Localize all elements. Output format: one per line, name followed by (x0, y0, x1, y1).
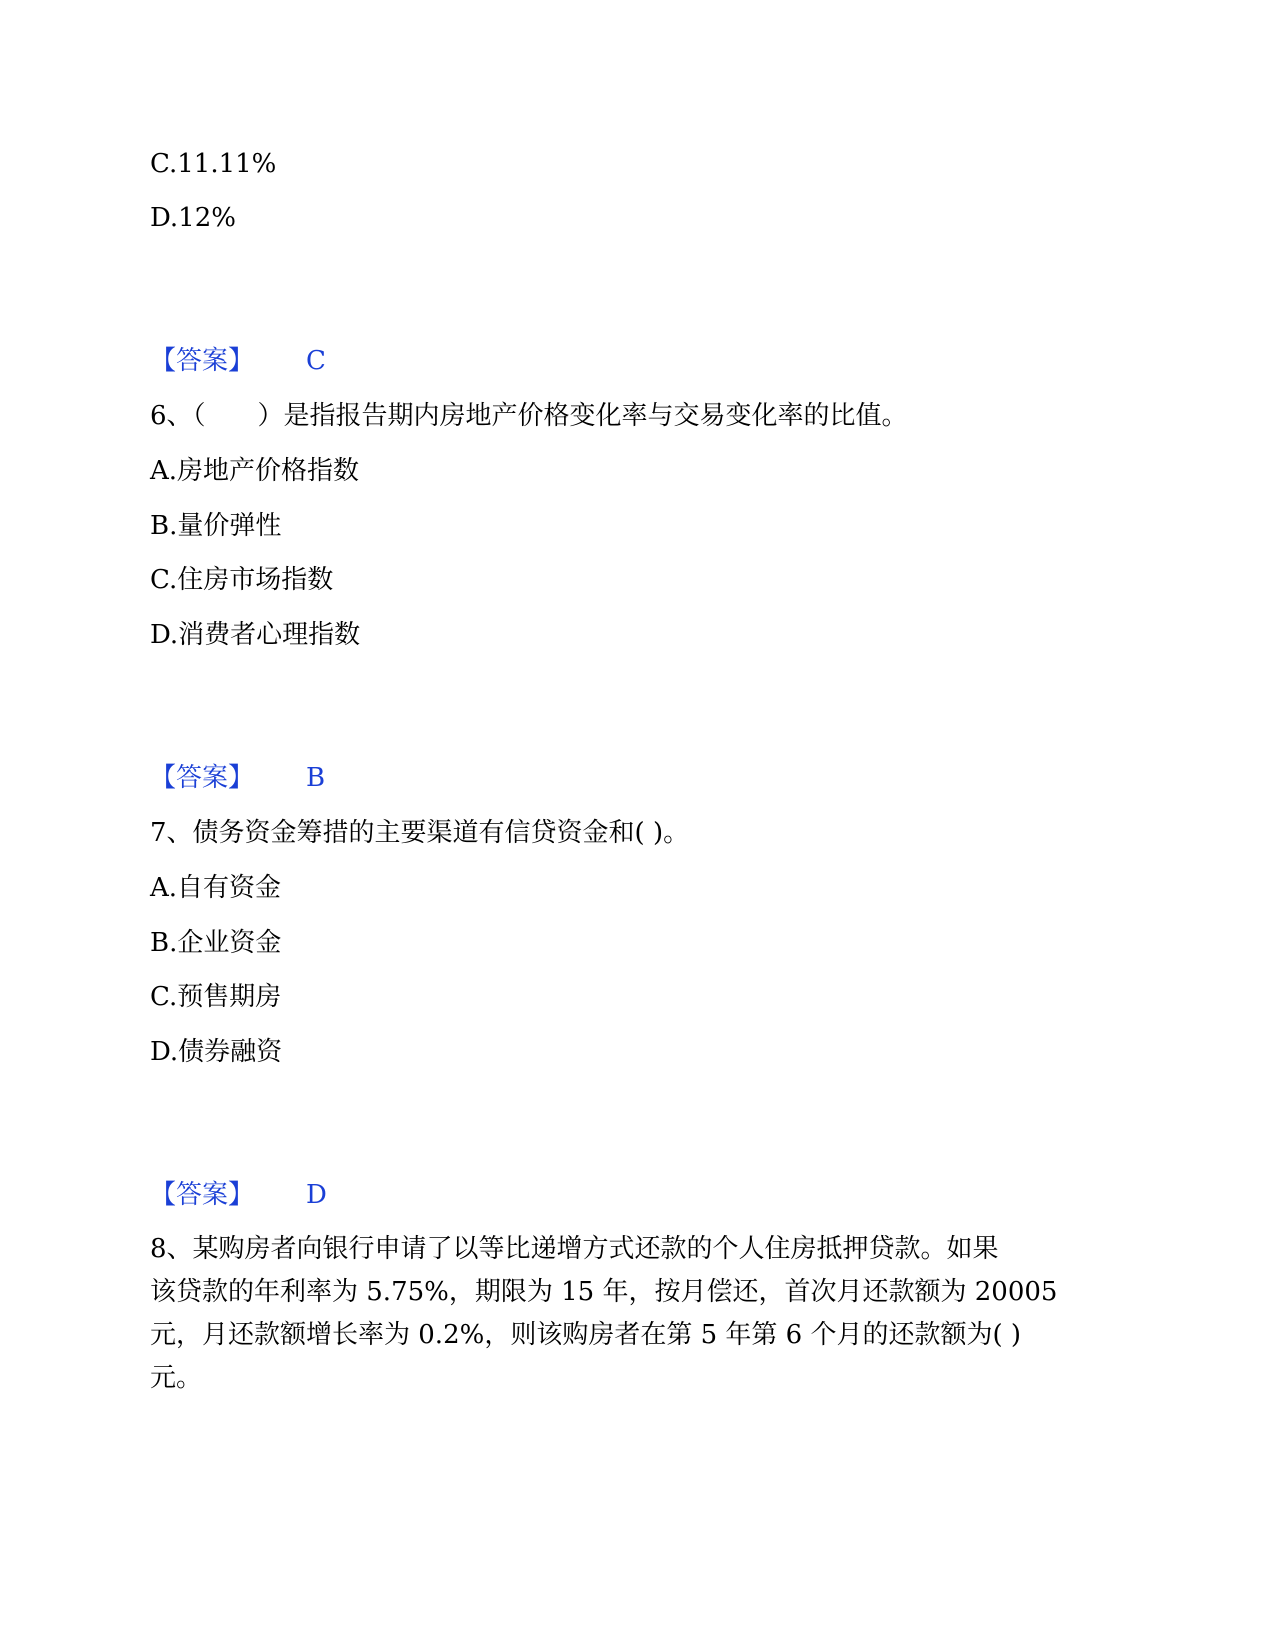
q6-answer-row (150, 762, 325, 794)
answer-label: 【答案】 (150, 763, 255, 793)
q5-answer-value: C (306, 346, 326, 376)
q5-answer-row (150, 345, 326, 377)
q6-question: 6、（ ）是指报告期内房地产价格变化率与交易变化率的比值。 (150, 401, 908, 431)
q7-question: 7、债务资金筹措的主要渠道有信贷资金和( )。 (150, 818, 690, 848)
q8-question-line: 8、某购房者向银行申请了以等比递增方式还款的个人住房抵押贷款。如果 (150, 1234, 999, 1264)
q7-option-c: C.预售期房 (150, 982, 282, 1012)
q5-option-d: D.12% (150, 203, 236, 233)
q6-option-c: C.住房市场指数 (150, 565, 334, 595)
q6-option-d: D.消费者心理指数 (150, 620, 361, 650)
answer-label: 【答案】 (150, 346, 255, 376)
q8-question-line: 该贷款的年利率为 5.75%，期限为 15 年，按月偿还，首次月还款额为 20005 (150, 1277, 1058, 1307)
q6-answer-value: B (306, 763, 326, 793)
q8-question (150, 1228, 1100, 1400)
q5-option-c: C.11.11% (150, 149, 277, 179)
q7-option-b: B.企业资金 (150, 928, 282, 958)
q7-option-d: D.债券融资 (150, 1037, 283, 1067)
q6-option-b: B.量价弹性 (150, 511, 282, 541)
q6-option-a: A.房地产价格指数 (150, 456, 360, 486)
q8-question-line: 元。 (150, 1363, 203, 1393)
q7-option-a: A.自有资金 (150, 873, 282, 903)
q8-question-line: 元，月还款额增长率为 0.2%，则该购房者在第 5 年第 6 个月的还款额为( ) (150, 1320, 1022, 1350)
answer-label: 【答案】 (150, 1180, 255, 1210)
q7-answer-value: D (306, 1180, 327, 1210)
q7-answer-row (150, 1179, 327, 1211)
